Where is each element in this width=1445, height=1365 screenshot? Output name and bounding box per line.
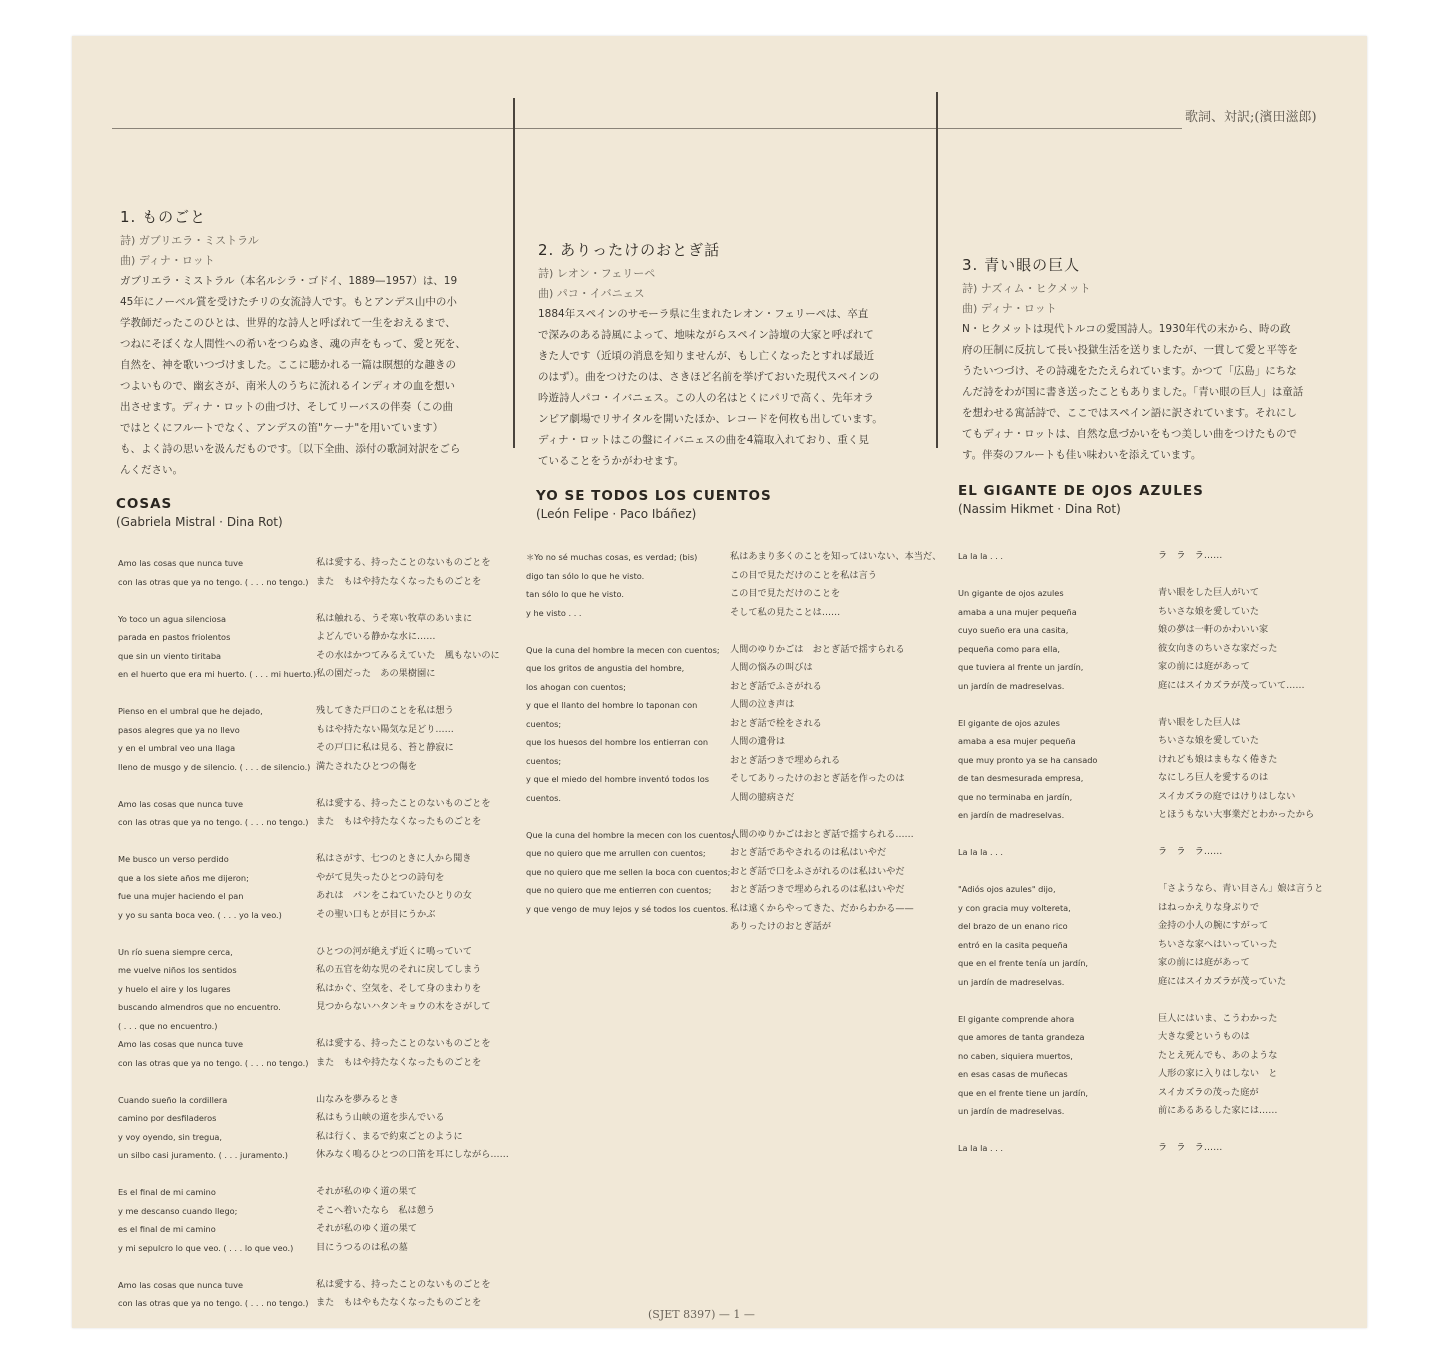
spanish-lyric-line [958, 825, 1097, 844]
japanese-lyric-line: スイカズラの庭ではけりはしない [1158, 790, 1296, 802]
spanish-lyric-line [958, 1121, 1097, 1140]
spanish-lyric-line: y me descanso cuando llego; [118, 1205, 238, 1216]
spanish-lyric-line: camino por desfiladeros [118, 1113, 217, 1123]
spanish-lyric-line: ( . . . que no encuentro.) [118, 1020, 218, 1031]
song-3-es-credits: (Nassim Hikmet · Dina Rot) [958, 502, 1121, 516]
japanese-lyric-line: それが私のゆく道の果て [316, 1223, 418, 1234]
japanese-lyric-line: また もはや持たなくなったものごとを [316, 575, 482, 587]
japanese-lyric-line: その戸口に私は見る、苔と静寂に [316, 742, 454, 753]
spanish-lyric-line: que no quiero que me entierren con cuentos; [526, 885, 712, 895]
spanish-lyric-line [526, 807, 734, 826]
song-3-spanish-lyrics [958, 547, 1097, 1158]
song-1-es-heading [116, 496, 283, 529]
song-2-es-heading [536, 488, 772, 521]
japanese-lyric-line: また もはや持たなくなったものごとを [316, 816, 482, 827]
japanese-lyric-line: 私はかぐ、空気を、そして身のまわりを [316, 982, 482, 994]
japanese-lyric-line: やがて見失ったひとつの詩句を [316, 871, 445, 883]
japanese-lyric-line: けれども娘はまもなく倦きた [1158, 753, 1278, 765]
note-line: きた人です（近頃の消息を知りませんが、もし亡くなったとすれば最近 [538, 350, 874, 362]
japanese-lyric-line: 人形の家に入りはしない と [1158, 1068, 1278, 1079]
spanish-lyric-line: que amores de tanta grandeza [958, 1032, 1085, 1042]
spanish-lyric-line: y huelo el aire y los lugares [118, 983, 231, 994]
japanese-lyric-line: 大きな愛というものは [1158, 1031, 1250, 1042]
japanese-lyric-line: 人間の臆病さだ [730, 791, 795, 803]
note-line: ンピア劇場でリサイタルを開いたほか、レコードを何枚も出しています。 [538, 413, 883, 425]
japanese-lyric-line [316, 832, 509, 851]
note-line: で深みのある詩風によって、地味ながらスペイン詩壇の大家と呼ばれて [538, 329, 874, 341]
header-rule [112, 128, 1182, 129]
japanese-lyric-line: 青い眼をした巨人は [1158, 716, 1241, 728]
japanese-lyric-line: その聖い口もとが目にうかぶ [316, 908, 436, 920]
note-line: ではとくにフルートでなく、アンデスの笛"ケーナ"を用いています） [120, 422, 444, 434]
spanish-lyric-line: cuentos; [526, 718, 562, 729]
spanish-lyric-line [958, 566, 1097, 585]
japanese-lyric-line: おとぎ話つきで埋められるのは私はいやだ [730, 884, 905, 895]
japanese-lyric-line: もはや持たない陽気な足どり…… [316, 723, 454, 735]
japanese-lyric-line: おとぎ話でふさがれる [730, 680, 822, 692]
song-1-intro [120, 206, 500, 481]
japanese-lyric-line: 家の前には庭があって [1158, 957, 1250, 968]
song-3-composer: 曲) ディナ・ロット [962, 302, 1057, 315]
spanish-lyric-line: y en el umbral veo una llaga [118, 743, 236, 753]
spanish-lyric-line: Que la cuna del hombre la mecen con cuentos; [526, 644, 720, 655]
spanish-lyric-line: que en el frente tiene un jardín, [958, 1087, 1089, 1098]
spanish-lyric-line: digo tan sólo lo que he visto. [526, 570, 645, 581]
note-line: ディナ・ロットはこの盤にイバニェスの曲を4篇取入れており、重く見 [538, 434, 869, 446]
note-line: 吟遊詩人パコ・イバニェス。この人の名はとくにパリで高く、先年オラ [538, 392, 874, 404]
japanese-lyric-line: 私はもう山峡の道を歩んでいる [316, 1112, 445, 1123]
spanish-lyric-line: Que la cuna del hombre la mecen con los cuentos; [526, 829, 734, 840]
spanish-lyric-line: buscando almendros que no encuentro. [118, 1002, 281, 1012]
japanese-lyric-line [316, 1017, 509, 1036]
spanish-lyric-line: un jardín de madreselvas. [958, 1106, 1065, 1116]
spanish-lyric-line: pasos alegres que ya no llevo [118, 724, 240, 735]
japanese-lyric-line: 満たされたひとつの傷を [316, 760, 417, 772]
japanese-lyric-line [316, 924, 509, 943]
spanish-lyric-line: un jardín de madreselvas. [958, 976, 1065, 987]
spanish-lyric-line: que sin un viento tiritaba [118, 650, 222, 661]
spanish-lyric-line: con las otras que ya no tengo. ( . . . no tengo.) [118, 1298, 309, 1308]
japanese-lyric-line: ラ ラ ラ…… [1158, 550, 1223, 561]
lyrics-translation-credit: 歌詞、対訳;(濱田滋郎) [1185, 110, 1317, 125]
spanish-lyric-line: El gigante de ojos azules [958, 717, 1060, 728]
spanish-lyric-line: en esas casas de muñecas [958, 1069, 1068, 1079]
spanish-lyric-line: y que el llanto del hombre lo taponan con [526, 700, 698, 710]
spanish-lyric-line [958, 695, 1097, 714]
japanese-lyric-line: そして私の見たことは…… [730, 606, 841, 618]
spanish-lyric-line: entró en la casita pequeña [958, 939, 1068, 950]
song-1-composer: 曲) ディナ・ロット [120, 254, 215, 267]
spanish-lyric-line [118, 832, 316, 851]
spanish-lyric-line: Cuando sueño la cordillera [118, 1094, 228, 1105]
spanish-lyric-line: Amo las cosas que nunca tuve [118, 558, 244, 568]
note-line: うたいつづけ、その詩魂をたたえられています。かつて「広島」にちな [962, 365, 1297, 377]
japanese-lyric-line [1158, 862, 1323, 881]
spanish-lyric-line: y con gracia muy voltereta, [958, 902, 1071, 913]
japanese-lyric-line: この目で見ただけのことを私は言う [730, 569, 877, 581]
spanish-lyric-line: un jardín de madreselvas. [958, 680, 1065, 691]
japanese-lyric-line: 「さようなら、青い目さん」娘は言うと [1158, 883, 1324, 894]
japanese-lyric-line: 巨人にはいま、こうわかった [1158, 1012, 1278, 1024]
japanese-lyric-line: 私は愛する、持ったことのないものごとを [316, 797, 491, 809]
spanish-lyric-line [118, 1072, 316, 1091]
japanese-lyric-line [1158, 1121, 1323, 1140]
japanese-lyric-line: 私はあまり多くのことを知ってはいない、本当だ、 [730, 551, 942, 562]
spanish-lyric-line: parada en pastos friolentos [118, 632, 231, 642]
spanish-lyric-line: que no quiero que me arrullen con cuentos; [526, 848, 706, 858]
spanish-lyric-line [958, 862, 1097, 881]
note-line: 学教師だったこのひとは、世界的な詩人と呼ばれて一生をおえるまで、 [120, 317, 456, 329]
song-3-poet: 詩) ナズィム・ヒクメット [962, 282, 1091, 295]
spanish-lyric-line: no caben, siquiera muertos, [958, 1050, 1073, 1061]
japanese-lyric-line: よどんでいる静かな水に…… [316, 631, 436, 642]
japanese-lyric-line: 人間の悩みの叫びは [730, 662, 813, 673]
note-line: も、よく詩の思いを汲んだものです。〔以下全曲、添付の歌詞対訳をごら [120, 443, 461, 455]
song-1-jp-title: 1. ものごと [120, 208, 207, 226]
japanese-lyric-line: それが私のゆく道の果て [316, 1186, 418, 1197]
note-line: てもディナ・ロットは、自然な息づかいをもつ美しい曲をつけたもので [962, 428, 1297, 440]
song-1-spanish-lyrics [118, 554, 316, 1313]
song-2-intro [538, 239, 933, 472]
japanese-lyric-line: はねっかえりな身ぶりで [1158, 901, 1260, 913]
japanese-lyric-line: 庭にはスイカズラが茂っていて…… [1158, 679, 1305, 691]
japanese-lyric-line [316, 1257, 509, 1276]
spanish-lyric-line: fue una mujer haciendo el pan [118, 891, 244, 901]
japanese-lyric-line: ちいさな娘を愛していた [1158, 605, 1260, 617]
japanese-lyric-line: おとぎ話で口をふさがれるのは私はいやだ [730, 865, 905, 877]
japanese-lyric-line: 人間のゆりかごは おとぎ話で揺すられる [730, 643, 905, 655]
japanese-lyric-line: 休みなく鳴るひとつの口笛を耳にしながら…… [316, 1149, 509, 1160]
spanish-lyric-line: La la la . . . [958, 551, 1003, 561]
japanese-lyric-line: 人間のゆりかごはおとぎ話で揺すられる…… [730, 828, 914, 840]
spanish-lyric-line: del brazo de un enano rico [958, 921, 1068, 931]
spanish-lyric-line [118, 1257, 316, 1276]
spanish-lyric-line: lleno de musgo y de silencio. ( . . . de silencio.) [118, 761, 311, 772]
spanish-lyric-line [118, 776, 316, 795]
note-line: つねにそぼくな人間性への希いをつらぬき、魂の声をもって、愛と死を、 [120, 338, 466, 350]
spanish-lyric-line: un silbo casi juramento. ( . . . juramento.) [118, 1150, 288, 1160]
song-2-spanish-lyrics [526, 548, 734, 918]
note-line: 自然を、神を歌いつづけました。ここに聴かれる一篇は瞑想的な趣きの [120, 359, 456, 371]
song-2-jp-title: 2. ありったけのおとぎ話 [538, 241, 721, 259]
note-line: んだ詩をわが国に書き送ったこともありました。「青い眼の巨人」は童話 [962, 386, 1304, 398]
japanese-lyric-line: ちいさな家へはいっていった [1158, 938, 1278, 950]
spanish-lyric-line [526, 622, 734, 641]
japanese-lyric-line: 私の五官を幼な児のそれに戻してしまう [316, 964, 482, 975]
spanish-lyric-line: pequeña como para ella, [958, 643, 1060, 654]
catalog-page-footer: (SJET 8397) — 1 — [648, 1308, 755, 1321]
song-1-es-credits: (Gabriela Mistral · Dina Rot) [116, 515, 283, 529]
song-3-jp-title: 3. 青い眼の巨人 [962, 256, 1081, 274]
japanese-lyric-line [316, 1072, 509, 1091]
spanish-lyric-line: que no quiero que me sellen la boca con cuentos; [526, 866, 731, 877]
japanese-lyric-line: 私は愛する、持ったことのないものごとを [316, 1038, 491, 1049]
japanese-lyric-line: スイカズラの茂った庭が [1158, 1086, 1259, 1098]
spanish-lyric-line: amaba a esa mujer pequeña [958, 736, 1076, 746]
japanese-lyric-line: おとぎ話つきで埋められる [730, 754, 841, 766]
song-3-notes [962, 319, 1357, 466]
japanese-lyric-line: 私はさがす、七つのときに人から聞き [316, 853, 472, 864]
japanese-lyric-line [1158, 991, 1323, 1010]
japanese-lyric-line [316, 776, 509, 795]
japanese-lyric-line: 私は遠くからやってきた、だからわかる—— [730, 902, 914, 914]
japanese-lyric-line [1158, 695, 1323, 714]
spanish-lyric-line: con las otras que ya no tengo. ( . . . no tengo.) [118, 1057, 309, 1068]
spanish-lyric-line [958, 991, 1097, 1010]
spanish-lyric-line: con las otras que ya no tengo. ( . . . no tengo.) [118, 576, 309, 587]
liner-notes-sheet [72, 36, 1367, 1328]
japanese-lyric-line: おとぎ話で栓をされる [730, 717, 822, 729]
japanese-lyric-line: 人間の泣き声は [730, 699, 795, 710]
spanish-lyric-line [118, 591, 316, 610]
japanese-lyric-line: そしてありったけのおとぎ話を作ったのは [730, 773, 905, 784]
spanish-lyric-line: Un río suena siempre cerca, [118, 946, 233, 957]
spanish-lyric-line: que tuviera al frente un jardín, [958, 662, 1084, 672]
spanish-lyric-line: es el final de mi camino [118, 1224, 216, 1234]
japanese-lyric-line [316, 591, 509, 610]
spanish-lyric-line: y yo su santa boca veo. ( . . . yo la veo.) [118, 909, 282, 920]
japanese-lyric-line: 目にうつるのは私の墓 [316, 1241, 408, 1253]
note-line: 45年にノーベル賞を受けたチリの女流詩人です。もとアンデス山中の小 [120, 296, 457, 308]
song-1-notes [120, 271, 500, 481]
note-line: つよいもので、幽玄さが、南米人のうちに流れるインディオの血を想い [120, 380, 455, 392]
japanese-lyric-line: 残してきた戸口のことを私は想う [316, 705, 454, 716]
japanese-lyric-line: 金持の小人の腕にすがって [1158, 920, 1269, 931]
song-3-japanese-lyrics [1158, 547, 1323, 1158]
song-3-intro [962, 254, 1357, 466]
japanese-lyric-line: 私は愛する、持ったことのないものごとを [316, 557, 491, 568]
column-divider-1 [513, 98, 515, 448]
note-line: N・ヒクメットは現代トルコの愛国詩人。1930年代の末から、時の政 [962, 323, 1291, 335]
japanese-lyric-line: ちいさな娘を愛していた [1158, 735, 1260, 746]
spanish-lyric-line: Amo las cosas que nunca tuve [118, 1039, 244, 1049]
song-1-poet: 詩) ガブリエラ・ミストラル [120, 234, 259, 247]
song-2-poet: 詩) レオン・フェリーペ [538, 267, 656, 280]
spanish-lyric-line: y que el miedo del hombre inventó todos los [526, 774, 709, 784]
song-2-japanese-lyrics [730, 548, 941, 937]
spanish-lyric-line: Yo toco un agua silenciosa [118, 613, 226, 624]
japanese-lyric-line: あれは パンをこねていたひとりの女 [316, 890, 472, 901]
spanish-lyric-line: y voy oyendo, sin tregua, [118, 1131, 223, 1142]
spanish-lyric-line: los ahogan con cuentos; [526, 681, 626, 692]
japanese-lyric-line [1158, 825, 1323, 844]
japanese-lyric-line: 彼女向きのちいさな家だった [1158, 642, 1278, 654]
japanese-lyric-line: また もはや持たなくなったものごとを [316, 1056, 482, 1068]
japanese-lyric-line: 私の園だった あの果樹園に [316, 668, 436, 679]
spanish-lyric-line [118, 924, 316, 943]
note-line: を想わせる寓話詩で、ここではスペイン語に訳されています。それにし [962, 407, 1297, 419]
spanish-lyric-line: y mi sepulcro lo que veo. ( . . . lo que veo.) [118, 1242, 294, 1253]
spanish-lyric-line: La la la . . . [958, 847, 1003, 857]
note-line: ガブリエラ・ミストラル（本名ルシラ・ゴドイ、1889—1957）は、19 [120, 275, 458, 287]
spanish-lyric-line: en el huerto que era mi huerto. ( . . . mi huerto.) [118, 669, 317, 679]
spanish-lyric-line: que a los siete años me dijeron; [118, 872, 249, 883]
spanish-lyric-line: Pienso en el umbral que he dejado, [118, 706, 263, 716]
japanese-lyric-line: ラ ラ ラ…… [1158, 1142, 1223, 1153]
japanese-lyric-line: 家の前には庭があって [1158, 661, 1250, 672]
spanish-lyric-line: cuentos; [526, 755, 562, 766]
spanish-lyric-line: Me busco un verso perdido [118, 854, 229, 864]
japanese-lyric-line: 山なみを夢みるとき [316, 1093, 399, 1105]
japanese-lyric-line: なにしろ巨人を愛するのは [1158, 772, 1269, 783]
japanese-lyric-line: そこへ着いたなら 私は憩う [316, 1204, 436, 1216]
japanese-lyric-line: 庭にはスイカズラが茂っていた [1158, 975, 1287, 987]
note-line: のはず）。曲をつけたのは、さきほど名前を挙げておいた現代スペインの [538, 371, 880, 383]
japanese-lyric-line [316, 684, 509, 703]
spanish-lyric-line: La la la . . . [958, 1143, 1003, 1153]
spanish-lyric-line: con las otras que ya no tengo. ( . . . no tengo.) [118, 817, 309, 827]
song-2-es-credits: (León Felipe · Paco Ibáñez) [536, 507, 697, 521]
spanish-lyric-line: de tan desmesurada empresa, [958, 773, 1084, 783]
spanish-lyric-line: en jardín de madreselvas. [958, 810, 1065, 820]
note-line: 1884年スペインのサモーラ県に生まれたレオン・フェリーペは、卒直 [538, 308, 869, 320]
japanese-lyric-line: たとえ死んでも、あのような [1158, 1049, 1278, 1061]
japanese-lyric-line: 人間の遺骨は [730, 736, 786, 747]
spanish-lyric-line: amaba a una mujer pequeña [958, 606, 1077, 617]
spanish-lyric-line [118, 1165, 316, 1184]
japanese-lyric-line: 見つからないハタンキョウの木をさがして [316, 1001, 491, 1012]
japanese-lyric-line [316, 1165, 509, 1184]
japanese-lyric-line: 私は触れる、うそ寒い牧草のあいまに [316, 612, 473, 624]
spanish-lyric-line: Amo las cosas que nunca tuve [118, 798, 244, 809]
column-divider-2 [936, 92, 938, 448]
spanish-lyric-line: que muy pronto ya se ha cansado [958, 754, 1098, 765]
note-line: 府の圧制に反抗して長い投獄生活を送りましたが、一貫して愛と平等を [962, 344, 1298, 356]
japanese-lyric-line [730, 807, 941, 826]
japanese-lyric-line: ひとつの河が絶えず近くに鳴っていて [316, 945, 473, 957]
spanish-lyric-line: Un gigante de ojos azules [958, 588, 1064, 598]
song-3-es-heading [958, 483, 1204, 516]
spanish-lyric-line: que los gritos de angustia del hombre, [526, 663, 685, 673]
spanish-lyric-line: cuentos. [526, 792, 562, 803]
japanese-lyric-line: 私は行く、まるで約束ごとのように [316, 1130, 463, 1142]
japanese-lyric-line: 娘の夢は一軒のかわいい家 [1158, 624, 1269, 635]
japanese-lyric-line: また もはやもたなくなったものごとを [316, 1297, 482, 1308]
spanish-lyric-line: tan sólo lo que he visto. [526, 589, 624, 599]
song-3-es-title: EL GIGANTE DE OJOS AZULES [958, 483, 1204, 499]
spanish-lyric-line: Es el final de mi camino [118, 1187, 216, 1197]
japanese-lyric-line: 私は愛する、持ったことのないものごとを [316, 1278, 491, 1290]
japanese-lyric-line: この目で見ただけのことを [730, 588, 841, 599]
spanish-lyric-line: "Adiós ojos azules" dijo, [958, 884, 1056, 894]
song-2-es-title: YO SE TODOS LOS CUENTOS [536, 488, 772, 504]
japanese-lyric-line: ラ ラ ラ…… [1158, 846, 1223, 857]
song-2-notes [538, 304, 933, 472]
spanish-lyric-line: El gigante comprende ahora [958, 1013, 1075, 1024]
song-1-es-title: COSAS [116, 496, 173, 512]
japanese-lyric-line [1158, 566, 1323, 585]
japanese-lyric-line: おとぎ話であやされるのは私はいやだ [730, 847, 887, 858]
note-line: ていることをうかがわせます。 [538, 455, 685, 467]
japanese-lyric-line: ありったけのおとぎ話が [730, 921, 832, 932]
spanish-lyric-line [118, 684, 316, 703]
japanese-lyric-line: 青い眼をした巨人がいて [1158, 587, 1260, 598]
japanese-lyric-line: 前にあるあるした家には…… [1158, 1105, 1278, 1116]
note-line: んください。 [120, 464, 183, 476]
spanish-lyric-line: que no terminaba en jardín, [958, 791, 1073, 802]
japanese-lyric-line: とほうもない大事業だとわかったから [1158, 809, 1315, 820]
japanese-lyric-line [730, 622, 941, 641]
spanish-lyric-line: cuyo sueño era una casita, [958, 625, 1069, 635]
spanish-lyric-line: que los huesos del hombre los entierran con [526, 737, 709, 747]
spanish-lyric-line: que en el frente tenía un jardín, [958, 958, 1089, 968]
song-1-japanese-lyrics [316, 554, 509, 1313]
note-line: す。伴奏のフルートも佳い味わいを添えています。 [962, 449, 1202, 461]
japanese-lyric-line: その水はかつてみるえていた 風もないのに [316, 649, 500, 661]
note-line: 出させます。ディナ・ロットの曲づけ、そしてリーバスの伴奏（この曲 [120, 401, 454, 413]
song-2-composer: 曲) パコ・イバニェス [538, 287, 645, 300]
spanish-lyric-line: Amo las cosas que nunca tuve [118, 1279, 244, 1290]
spanish-lyric-line: me vuelve niños los sentidos [118, 965, 237, 975]
spanish-lyric-line: y que vengo de muy lejos y sé todos los cuentos. [526, 903, 729, 914]
spanish-lyric-line: ＊Yo no sé muchas cosas, es verdad; (bis) [526, 552, 698, 562]
spanish-lyric-line: y he visto . . . [526, 607, 582, 618]
